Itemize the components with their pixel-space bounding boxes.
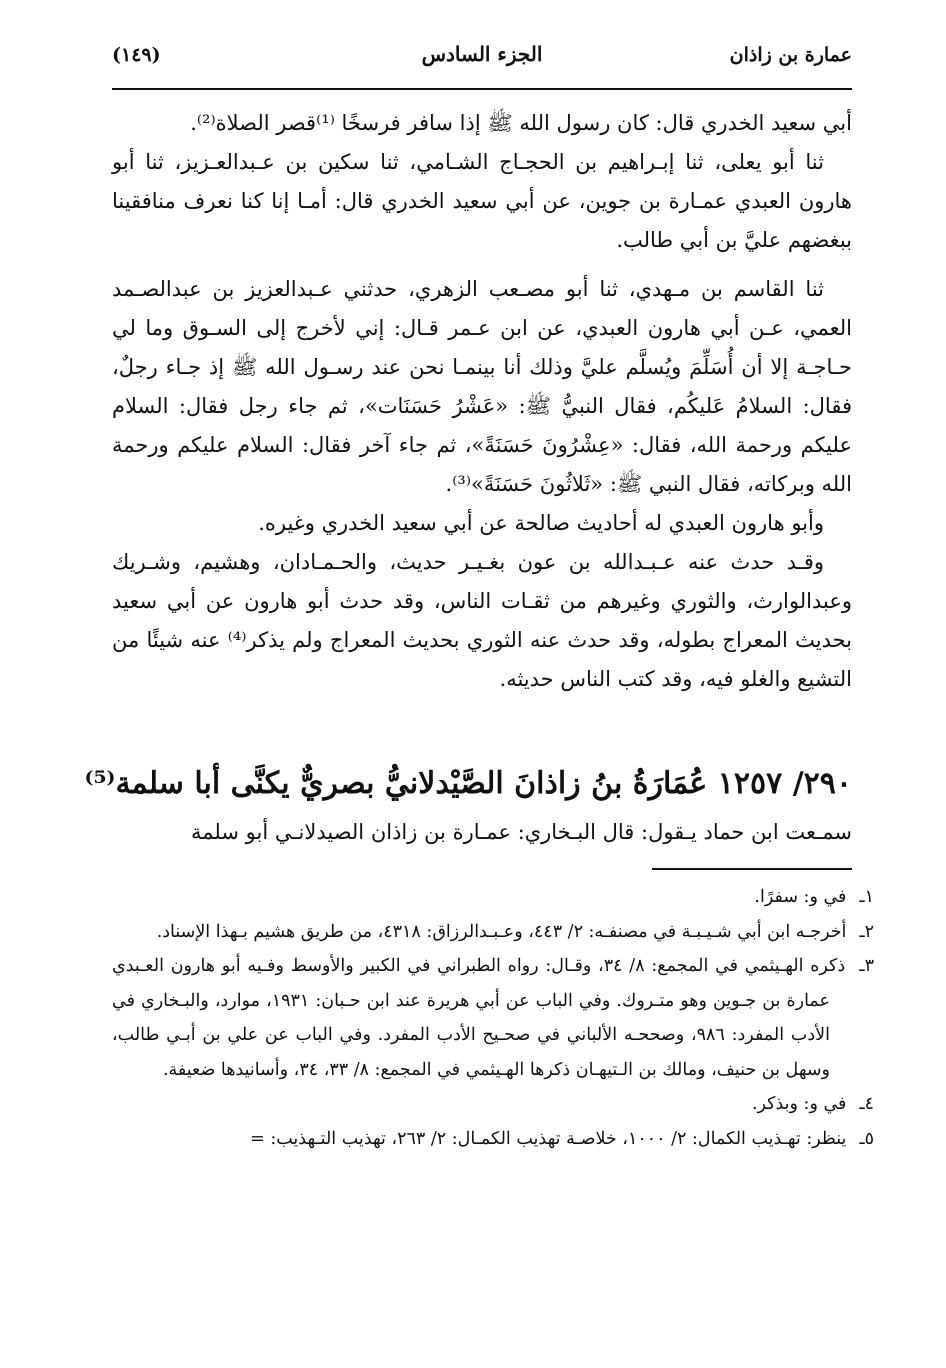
paragraph-4: وأبو هارون العبدي له أحاديث صالحة عن أبي سعيد الخدري وغيره. (258, 511, 824, 535)
footnote-text: ينظر: تهـذيب الكمال: ٢/ ١٠٠٠، خلاصـة تهذيب الكمـال: ٢/ ٢٦٣، تهذيب التـهذيب: = (250, 1128, 847, 1149)
footnote-1: ١ـ في و: سفرًا. (754, 887, 874, 907)
paragraph-5: وقـد حدث عنه عـبـدالله بن عون بغـيـر حديث، والحـمـادان، وهشيم، وشـريك وعبدالوارث، والثوري وغيرهم من ثقـات الناس، وقد حدث أبو هارون عن أبي سعيد بحديث المعراج بطوله، وقد حدث عنه الثوري بحديث المعراج ولم يذكر⁽⁴⁾ عنه شيئًا من التشيع والغلو فيه، وقد كتب الناس حديثه. (112, 550, 853, 691)
main-text (112, 104, 852, 699)
footnote-2: ٢ـ أخرجـه ابن أبي شـيـبـة في مصنفـه: ٢/ ٤٤٣، وعـبـدالرزاق: ٤٣١٨، من طريق هشيم بـهذا الإسناد. (156, 921, 874, 942)
paragraph-3: ثنا القاسم بن مـهدي، ثنا أبو مصـعب الزهري، حدثني عـبدالعزيز بن عبدالصـمد العمي، عـن أبي هارون العبدي، عن ابن عـمر قـال: إني لأخرج إلى السـوق وما لي حـاجـة إلا أن أُسَلِّمَ ويُسلَّم عليَّ وذلك أنا بينمـا نحن عند رسـول الله ﷺ إذ جـاء رجلٌ، فقال: السلامُ عَليكُم، فقال النبيُّ ﷺ: «عَشْرُ حَسَنَات»، ثم جاء رجل فقال: السلام عليكم ورحمة الله، فقال: «عِشْرُونَ حَسَنَةً»، ثم جاء آخر فقال: السلام عليكم ورحمة الله وبركاته، فقال النبي ﷺ: «ثَلاثُونَ حَسَنَةً»⁽³⁾. (112, 277, 852, 496)
footnote-text: أخرجـه ابن أبي شـيـبـة في مصنفـه: ٢/ ٤٤٣، وعـبـدالرزاق: ٤٣١٨، من طريق هشيم بـهذا الإسناد. (156, 921, 847, 942)
footnotes (112, 880, 874, 1156)
running-title: عمارة بن زاذان (729, 44, 852, 66)
page-number: (١٤٩) (112, 44, 161, 66)
footnote-text: في و: وبذكر. (751, 1094, 847, 1114)
entry-heading (84, 762, 852, 806)
footnote-text: ذكره الهـيثمي في المجمع: ٨/ ٣٤، وقـال: رواه الطبراني في الكبير والأوسط وفـيه أبو هارون العـبدي عمارة بن جـوين وهو متـروك. وفي الباب عن أبي هريرة عند ابن حـبان: ١٩٣١، موارد، والبـخاري في الأدب المفرد: ٩٨٦، وصححـه الألباني في صحـيح الأدب المفرد. وفي الباب عن علي بن أبـي طالب، وسهل بن حنيف، ومالك بن الـتيهـان ذكرها الهـيثمي في المجمع: ٨/ ٣٣، ٣٤، وأسانيدها ضعيفة. (112, 956, 846, 1080)
paragraph-2: ثنا أبو يعلى، ثنا إبـراهيم بن الحجـاج الشـامي، ثنا سكين بن عـبدالعـزيز، ثنا أبو هارون العبدي عمـارة بن جوين، عن أبي سعيد الخدري قال: أمـا إنا كنا نعرف منافقينا ببغضهم عليَّ بن أبي طالب. (112, 150, 852, 252)
entry-text: سمـعت ابن حماد يـقول: قال البـخاري: عمـارة بن زاذان الصيدلانـي أبو سلمة (191, 820, 852, 844)
footnote-5: ٥ـ ينظر: تهـذيب الكمال: ٢/ ١٠٠٠، خلاصـة تهذيب الكمـال: ٢/ ٢٦٣، تهذيب التـهذيب: = (250, 1128, 874, 1149)
footnote-4: ٤ـ في و: وبذكر. (751, 1094, 874, 1114)
header-rule (112, 88, 852, 90)
entry-title: عُمَارَةُ بنُ زاذانَ الصَّيْدلانيُّ بصريٌّ يكنَّى أبا سلمة⁽⁵⁾ (84, 766, 708, 801)
volume-title: الجزء السادس (421, 42, 543, 66)
entry-numbers: ٢٩٠/ ١٢٥٧ (717, 766, 852, 801)
footnote-rule (652, 868, 852, 870)
page-header (112, 40, 852, 80)
footnote-text: في و: سفرًا. (754, 887, 847, 907)
footnote-3: ٣ـ ذكره الهـيثمي في المجمع: ٨/ ٣٤، وقـال: رواه الطبراني في الكبير والأوسط وفـيه أبو هارون العـبدي عمارة بن جـوين وهو متـروك. وفي الباب عن أبي هريرة عند ابن حـبان: ١٩٣١، موارد، والبـخاري في الأدب المفرد: ٩٨٦، وصححـه الألباني في صحـيح الأدب المفرد. وفي الباب عن علي بن أبـي طالب، وسهل بن حنيف، ومالك بن الـتيهـان ذكرها الهـيثمي في المجمع: ٨/ ٣٣، ٣٤، وأسانيدها ضعيفة. (112, 956, 874, 1080)
paragraph-1: أبي سعيد الخدري قال: كان رسول الله ﷺ إذا سافر فرسخًا ⁽¹⁾قصر الصلاة⁽²⁾. (190, 111, 852, 135)
